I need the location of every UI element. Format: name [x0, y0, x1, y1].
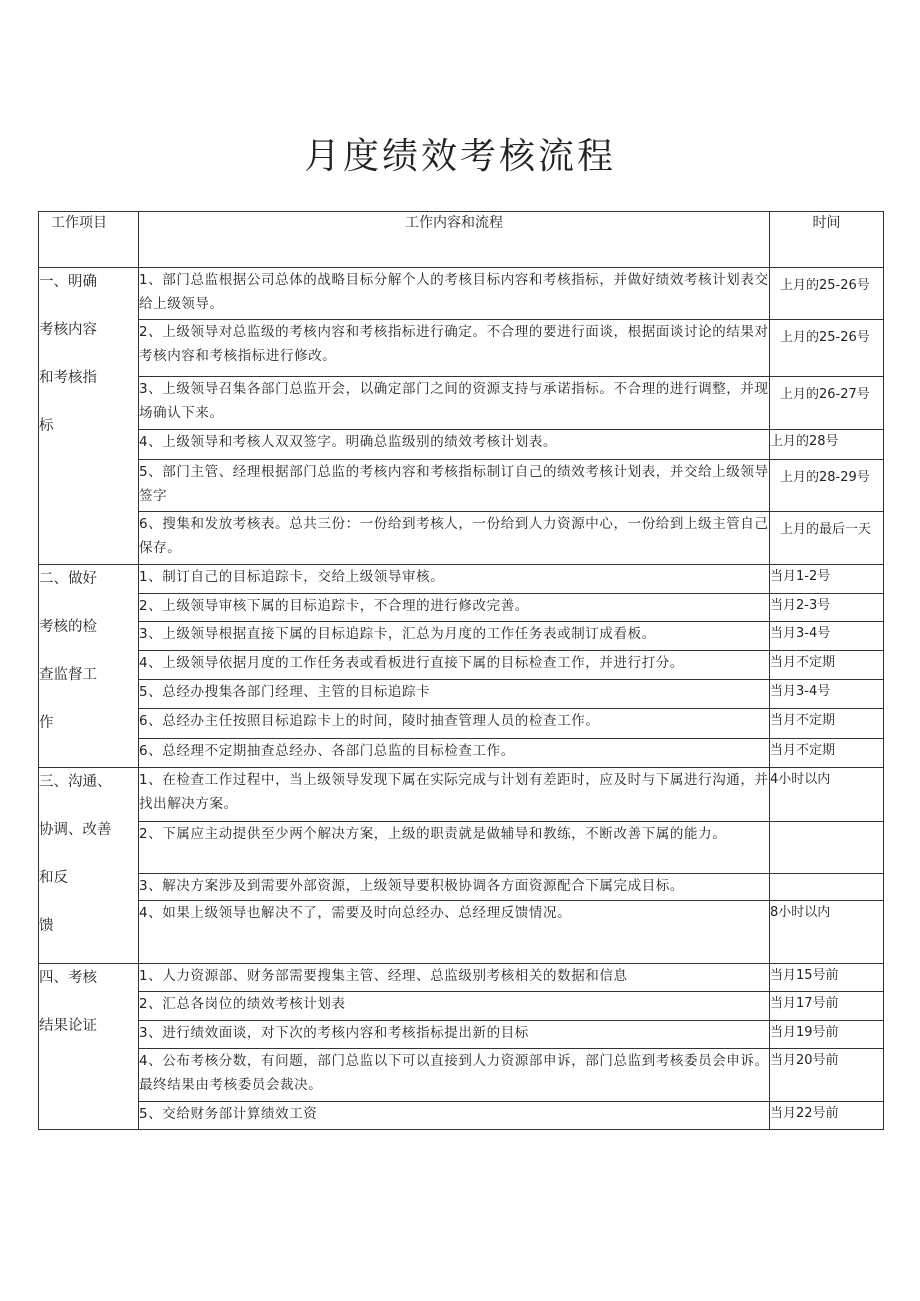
step-content: 2、上级领导对总监级的考核内容和考核指标进行确定。不合理的要进行面谈，根据面谈讨论的结果对考核内容和考核指标进行修改。	[139, 320, 770, 377]
section-name	[39, 768, 139, 964]
step-time: 4小时以内	[770, 768, 884, 822]
step-time: 上月的26-27号	[770, 377, 884, 430]
table-row	[39, 901, 884, 964]
step-content: 6、搜集和发放考核表。总共三份：一份给到考核人，一份给到人力资源中心，一份给到上级主管自己保存。	[139, 512, 770, 565]
step-time: 上月的28号	[770, 430, 884, 460]
step-time: 上月的25-26号	[770, 320, 884, 377]
section-name-line: 查监督工	[39, 667, 97, 683]
table-row	[39, 320, 884, 377]
section-name-line: 标	[39, 418, 54, 434]
step-time: 当月19号前	[770, 1021, 884, 1049]
section-name-line: 和考核指	[39, 370, 97, 386]
step-content: 4、上级领导和考核人双双签字。明确总监级别的绩效考核计划表。	[139, 430, 770, 460]
table-row	[39, 739, 884, 768]
section-name-line: 结果论证	[39, 1018, 97, 1034]
step-content: 1、部门总监根据公司总体的战略目标分解个人的考核目标内容和考核指标，并做好绩效考核计划表交给上级领导。	[139, 268, 770, 320]
step-time: 当月3-4号	[770, 622, 884, 651]
table-row	[39, 594, 884, 622]
section-name	[39, 268, 139, 565]
step-time: 上月的28-29号	[770, 460, 884, 512]
step-time: 8小时以内	[770, 901, 884, 964]
table-row	[39, 874, 884, 901]
step-content: 1、制订自己的目标追踪卡，交给上级领导审核。	[139, 565, 770, 594]
step-time: 当月20号前	[770, 1049, 884, 1102]
step-time: 当月不定期	[770, 709, 884, 739]
table-row	[39, 512, 884, 565]
step-content: 4、公布考核分数，有问题，部门总监以下可以直接到人力资源部申诉，部门总监到考核委员会申诉。最终结果由考核委员会裁决。	[139, 1049, 770, 1102]
step-time: 上月的25-26号	[770, 268, 884, 320]
table-row	[39, 460, 884, 512]
step-time: 当月22号前	[770, 1102, 884, 1130]
section-name-line: 二、做好	[39, 571, 97, 587]
step-time: 当月不定期	[770, 739, 884, 768]
section-name	[39, 964, 139, 1130]
step-content: 6、总经理不定期抽查总经办、各部门总监的目标检查工作。	[139, 739, 770, 768]
section-name-line: 三、沟通、	[39, 774, 112, 790]
table-row	[39, 1021, 884, 1049]
table-header-row	[39, 212, 884, 268]
header-content: 工作内容和流程	[139, 212, 770, 268]
step-content: 6、总经办主任按照目标追踪卡上的时间，陵时抽查管理人员的检查工作。	[139, 709, 770, 739]
section-name	[39, 565, 139, 768]
table-row	[39, 768, 884, 822]
section-name-line: 和反	[39, 870, 68, 886]
header-time: 时间	[770, 212, 884, 268]
table-row	[39, 622, 884, 651]
step-time: 当月1-2号	[770, 565, 884, 594]
step-content: 5、交给财务部计算绩效工资	[139, 1102, 770, 1130]
section-name-line: 协调、改善	[39, 822, 112, 838]
table-row	[39, 1049, 884, 1102]
step-time: 当月2-3号	[770, 594, 884, 622]
table-row	[39, 430, 884, 460]
step-content: 2、下属应主动提供至少两个解决方案，上级的职责就是做辅导和教练，不断改善下属的能力。	[139, 822, 770, 874]
table-row	[39, 680, 884, 709]
step-time: 当月15号前	[770, 964, 884, 992]
step-content: 5、总经办搜集各部门经理、主管的目标追踪卡	[139, 680, 770, 709]
section-name-line: 作	[39, 715, 54, 731]
step-time	[770, 822, 884, 874]
table-row	[39, 1102, 884, 1130]
table-row	[39, 651, 884, 680]
table-row	[39, 992, 884, 1021]
section-name-line: 考核的检	[39, 619, 97, 635]
step-time	[770, 874, 884, 901]
step-content: 2、上级领导审核下属的目标追踪卡，不合理的进行修改完善。	[139, 594, 770, 622]
page-title: 月度绩效考核流程	[303, 136, 616, 177]
section-name-line: 四、考核	[39, 970, 97, 986]
table-row	[39, 709, 884, 739]
step-time: 当月3-4号	[770, 680, 884, 709]
step-time: 上月的最后一天	[770, 512, 884, 565]
table-row	[39, 268, 884, 320]
step-content: 3、进行绩效面谈，对下次的考核内容和考核指标提出新的目标	[139, 1021, 770, 1049]
table-row	[39, 377, 884, 430]
section-name-line: 一、明确	[39, 274, 97, 290]
table-row	[39, 822, 884, 874]
step-time: 当月17号前	[770, 992, 884, 1021]
process-table	[38, 211, 884, 1130]
section-name-line: 馈	[39, 918, 54, 934]
step-content: 3、解决方案涉及到需要外部资源，上级领导要积极协调各方面资源配合下属完成目标。	[139, 874, 770, 901]
step-time: 当月不定期	[770, 651, 884, 680]
table-row	[39, 565, 884, 594]
step-content: 3、上级领导召集各部门总监开会，以确定部门之间的资源支持与承诺指标。不合理的进行调整，并现场确认下来。	[139, 377, 770, 430]
step-content: 1、在检查工作过程中，当上级领导发现下属在实际完成与计划有差距时，应及时与下属进行沟通，并找出解决方案。	[139, 768, 770, 822]
step-content: 2、汇总各岗位的绩效考核计划表	[139, 992, 770, 1021]
step-content: 1、人力资源部、财务部需要搜集主管、经理、总监级别考核相关的数据和信息	[139, 964, 770, 992]
step-content: 4、上级领导依据月度的工作任务表或看板进行直接下属的目标检查工作，并进行打分。	[139, 651, 770, 680]
step-content: 4、如果上级领导也解决不了，需要及时向总经办、总经理反馈情况。	[139, 901, 770, 964]
table-row	[39, 964, 884, 992]
step-content: 3、上级领导根据直接下属的目标追踪卡，汇总为月度的工作任务表或制订成看板。	[139, 622, 770, 651]
section-name-line: 考核内容	[39, 322, 97, 338]
step-content: 5、部门主管、经理根据部门总监的考核内容和考核指标制订自己的绩效考核计划表，并交给上级领导签字	[139, 460, 770, 512]
header-item: 工作项目	[39, 212, 139, 268]
